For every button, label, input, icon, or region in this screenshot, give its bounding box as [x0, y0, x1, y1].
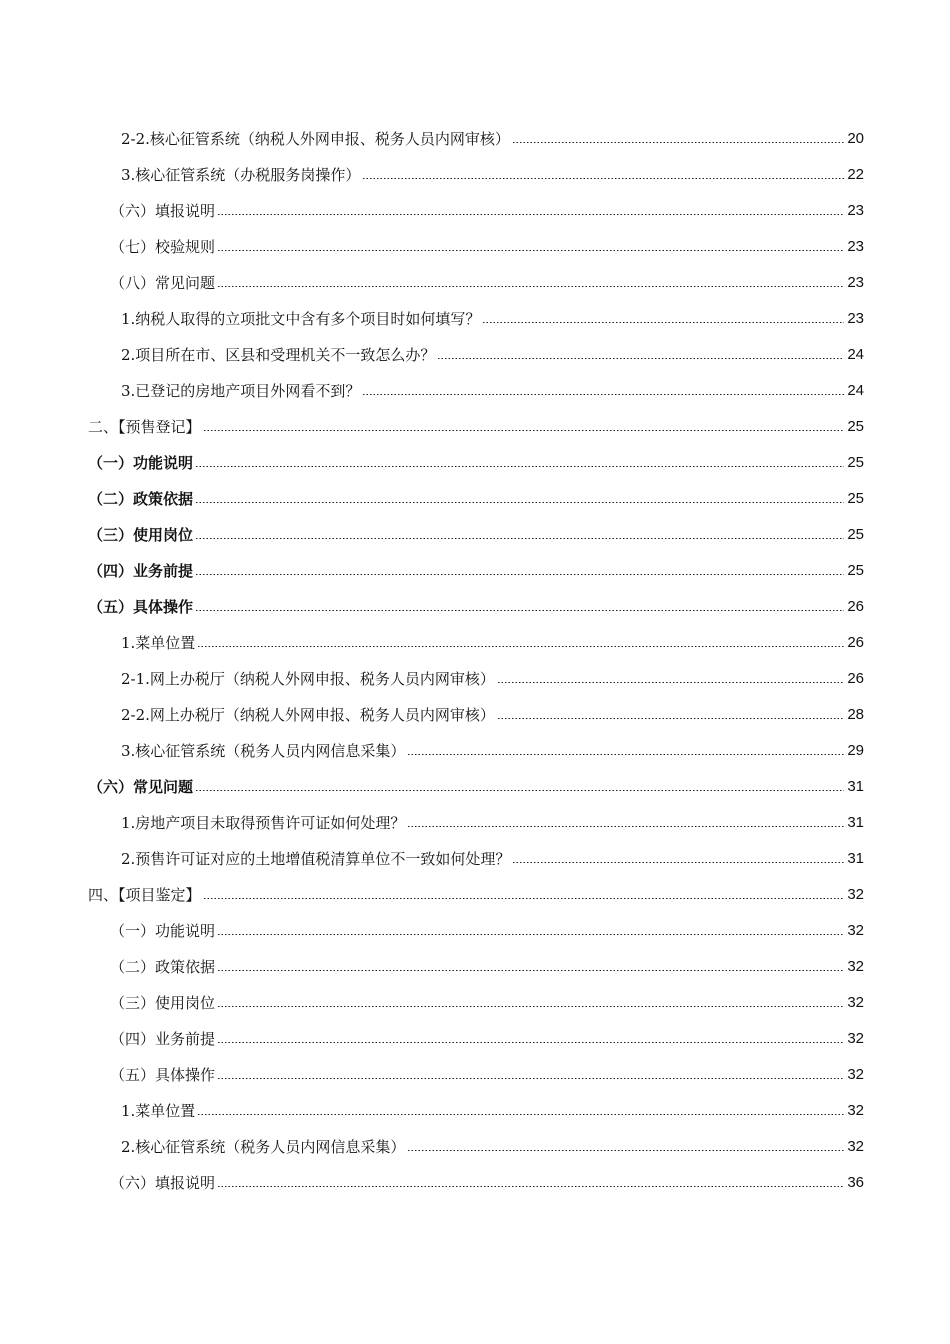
toc-entry[interactable]	[0, 696, 950, 732]
toc-dot-leader	[195, 574, 844, 575]
toc-entry-title: （二）政策依据	[88, 489, 194, 508]
toc-entry-title: （三）使用岗位	[88, 525, 194, 544]
toc-entry[interactable]	[0, 336, 950, 372]
toc-page-number: 23	[847, 309, 864, 327]
toc-dot-leader	[512, 862, 844, 863]
toc-page-number: 23	[847, 201, 864, 219]
toc-entry[interactable]	[0, 948, 950, 984]
toc-dot-leader	[407, 754, 844, 755]
toc-entry[interactable]	[0, 660, 950, 696]
toc-entry-title: （一）功能说明	[88, 453, 194, 472]
toc-entry[interactable]	[0, 1020, 950, 1056]
toc-dot-leader	[203, 430, 844, 431]
toc-page-number: 23	[847, 237, 864, 255]
toc-entry-title: 四、【项目鉴定】	[88, 885, 201, 904]
toc-page-number: 32	[847, 957, 864, 975]
toc-dot-leader	[217, 934, 844, 935]
toc-page-number: 26	[847, 669, 864, 687]
toc-dot-leader	[195, 466, 844, 467]
toc-dot-leader	[217, 250, 844, 251]
toc-entry-title: 2-2.核心征管系统（纳税人外网申报、税务人员内网审核）	[121, 129, 510, 148]
toc-page-number: 32	[847, 885, 864, 903]
toc-dot-leader	[512, 142, 844, 143]
toc-entry[interactable]	[0, 408, 950, 444]
toc-entry[interactable]	[0, 912, 950, 948]
toc-page-number: 25	[847, 489, 864, 507]
toc-entry-title: （五）具体操作	[110, 1065, 216, 1084]
toc-entry[interactable]	[0, 1056, 950, 1092]
toc-dot-leader	[217, 1042, 844, 1043]
toc-entry-title: （八）常见问题	[110, 273, 216, 292]
toc-entry[interactable]	[0, 588, 950, 624]
toc-entry[interactable]	[0, 480, 950, 516]
toc-entry-title: 2.核心征管系统（税务人员内网信息采集）	[121, 1137, 406, 1156]
toc-entry-title: （五）具体操作	[88, 597, 194, 616]
toc-entry-title: （四）业务前提	[110, 1029, 216, 1048]
toc-entry[interactable]	[0, 444, 950, 480]
toc-entry-title: 2-2.网上办税厅（纳税人外网申报、税务人员内网审核）	[121, 705, 495, 724]
toc-page-number: 22	[847, 165, 864, 183]
toc-entry[interactable]	[0, 804, 950, 840]
toc-page-number: 36	[847, 1173, 864, 1191]
toc-dot-leader	[482, 322, 844, 323]
toc-dot-leader	[497, 682, 844, 683]
toc-page-number: 31	[847, 813, 864, 831]
toc-entry[interactable]	[0, 192, 950, 228]
toc-page-number: 32	[847, 1065, 864, 1083]
toc-entry-title: （七）校验规则	[110, 237, 216, 256]
toc-dot-leader	[217, 1078, 844, 1079]
toc-entry[interactable]	[0, 228, 950, 264]
toc-dot-leader	[362, 394, 844, 395]
toc-entry[interactable]	[0, 624, 950, 660]
toc-page-number: 32	[847, 921, 864, 939]
toc-entry-title: 1.菜单位置	[121, 1101, 196, 1120]
toc-entry-title: 二、【预售登记】	[88, 417, 201, 436]
toc-entry[interactable]	[0, 516, 950, 552]
toc-entry[interactable]	[0, 984, 950, 1020]
toc-entry-title: 1.菜单位置	[121, 633, 196, 652]
toc-page-number: 28	[847, 705, 864, 723]
toc-entry-title: （四）业务前提	[88, 561, 194, 580]
toc-entry-title: 2.预售许可证对应的土地增值税清算单位不一致如何处理？	[121, 849, 511, 868]
toc-dot-leader	[217, 286, 844, 287]
toc-page-number: 32	[847, 1137, 864, 1155]
toc-entry-title: 2.项目所在市、区县和受理机关不一致怎么办？	[121, 345, 436, 364]
toc-entry-title: （二）政策依据	[110, 957, 216, 976]
toc-dot-leader	[217, 1186, 844, 1187]
toc-page-number: 26	[847, 597, 864, 615]
toc-page-number: 23	[847, 273, 864, 291]
toc-page-number: 24	[847, 381, 864, 399]
toc-entry[interactable]	[0, 768, 950, 804]
toc-entry-title: 1.纳税人取得的立项批文中含有多个项目时如何填写？	[121, 309, 481, 328]
toc-page-number: 31	[847, 777, 864, 795]
toc-page-number: 20	[847, 129, 864, 147]
toc-dot-leader	[217, 1006, 844, 1007]
toc-dot-leader	[195, 538, 844, 539]
toc-dot-leader	[437, 358, 844, 359]
toc-dot-leader	[217, 970, 844, 971]
toc-entry[interactable]	[0, 1092, 950, 1128]
toc-entry[interactable]	[0, 372, 950, 408]
toc-page-number: 25	[847, 561, 864, 579]
toc-dot-leader	[407, 826, 844, 827]
toc-dot-leader	[407, 1150, 844, 1151]
toc-dot-leader	[195, 502, 844, 503]
toc-dot-leader	[362, 178, 844, 179]
toc-entry-title: 3.核心征管系统（税务人员内网信息采集）	[121, 741, 406, 760]
toc-entry[interactable]	[0, 264, 950, 300]
toc-entry-title: （六）填报说明	[110, 201, 216, 220]
toc-entry-title: 2-1.网上办税厅（纳税人外网申报、税务人员内网审核）	[121, 669, 495, 688]
toc-page-number: 31	[847, 849, 864, 867]
toc-entry[interactable]	[0, 876, 950, 912]
toc-page-number: 32	[847, 993, 864, 1011]
toc-entry[interactable]	[0, 156, 950, 192]
toc-entry[interactable]	[0, 300, 950, 336]
toc-entry-title: （一）功能说明	[110, 921, 216, 940]
table-of-contents	[0, 120, 950, 1200]
toc-page-number: 32	[847, 1101, 864, 1119]
toc-entry[interactable]	[0, 732, 950, 768]
toc-entry-title: 3.已登记的房地产项目外网看不到？	[121, 381, 361, 400]
toc-dot-leader	[497, 718, 844, 719]
toc-entry[interactable]	[0, 840, 950, 876]
toc-dot-leader	[197, 1114, 844, 1115]
toc-entry-title: 3.核心征管系统（办税服务岗操作）	[121, 165, 361, 184]
toc-page-number: 25	[847, 453, 864, 471]
toc-entry[interactable]	[0, 120, 950, 156]
toc-entry[interactable]	[0, 552, 950, 588]
toc-dot-leader	[197, 646, 844, 647]
toc-dot-leader	[195, 610, 844, 611]
toc-dot-leader	[195, 790, 844, 791]
toc-page-number: 25	[847, 525, 864, 543]
toc-entry-title: 1.房地产项目未取得预售许可证如何处理？	[121, 813, 406, 832]
toc-dot-leader	[217, 214, 844, 215]
toc-entry-title: （六）填报说明	[110, 1173, 216, 1192]
toc-dot-leader	[203, 898, 844, 899]
toc-entry-title: （六）常见问题	[88, 777, 194, 796]
toc-page-number: 26	[847, 633, 864, 651]
toc-entry[interactable]	[0, 1164, 950, 1200]
toc-page-number: 32	[847, 1029, 864, 1047]
toc-page-number: 25	[847, 417, 864, 435]
toc-page-number: 29	[847, 741, 864, 759]
toc-entry-title: （三）使用岗位	[110, 993, 216, 1012]
toc-entry[interactable]	[0, 1128, 950, 1164]
toc-page-number: 24	[847, 345, 864, 363]
